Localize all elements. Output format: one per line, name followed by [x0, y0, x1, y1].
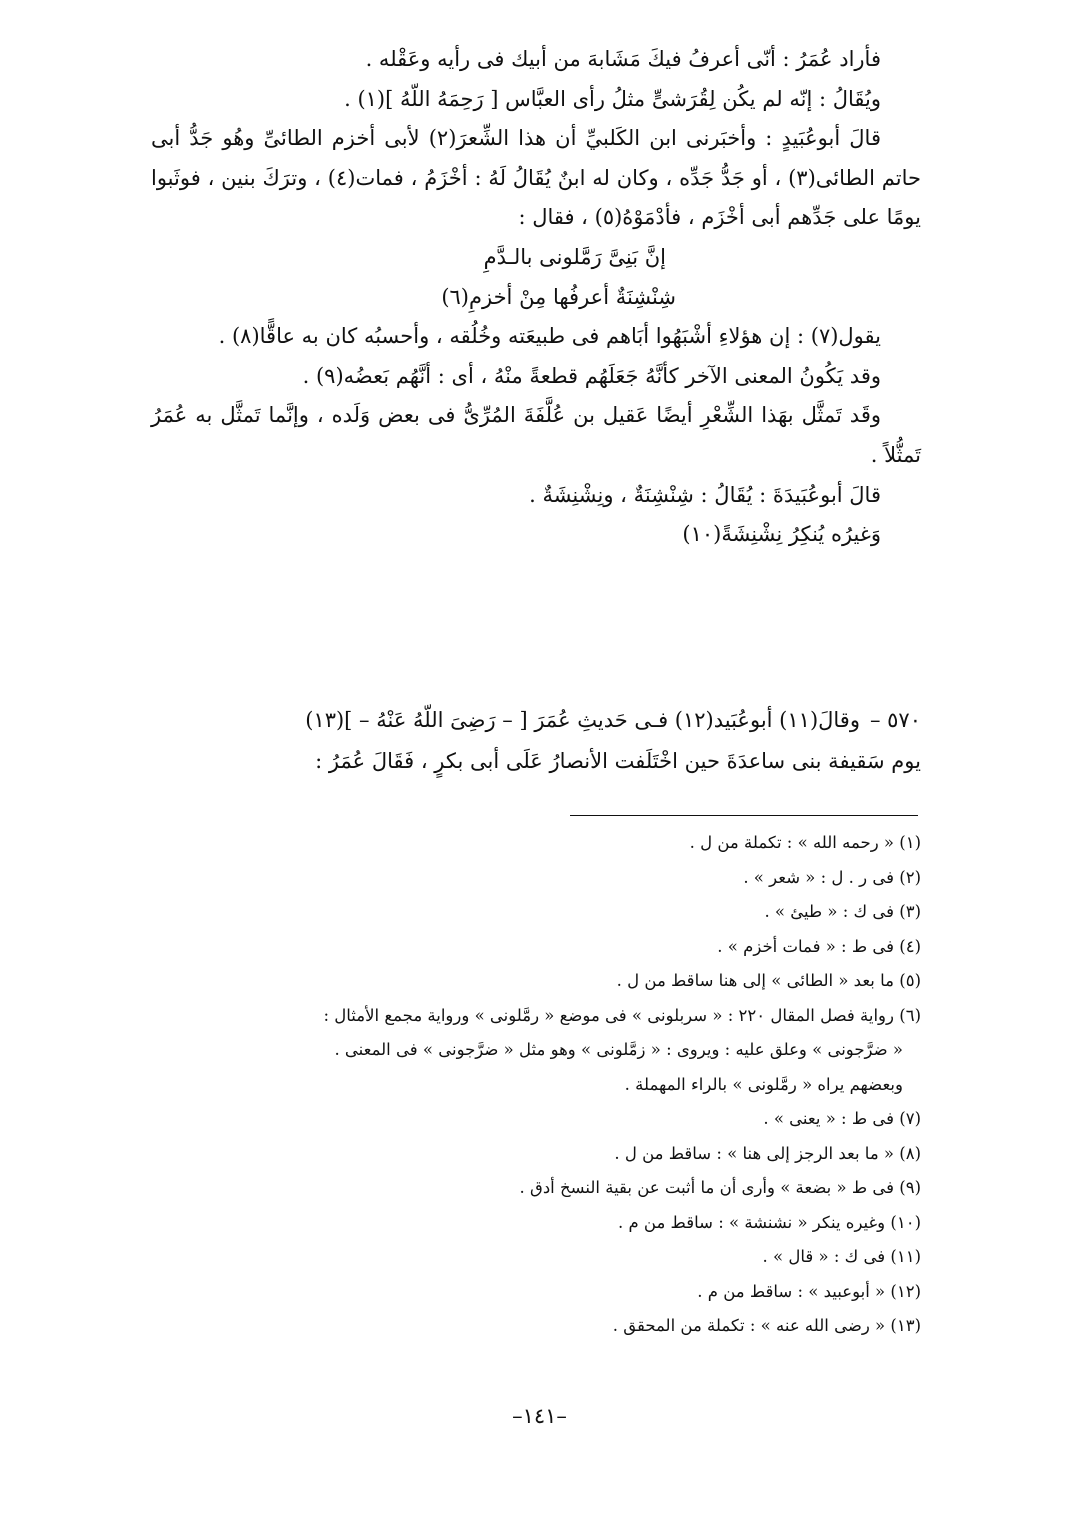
footnote-continuation: « ضرَّجونى » وعلق عليه : ويروى : « زمَّلونى » وهو مثل « ضرَّجونى » فى المعنى .	[334, 1040, 903, 1059]
footnote: (١٣) « رضى الله عنه » : تكملة من المحقق .	[612, 1316, 921, 1335]
page-number: –١٤١–	[512, 1404, 567, 1428]
footnote: (١٢) « أبوعبيد » : ساقط من م .	[697, 1281, 921, 1301]
paragraph: وقَد تَمثَّل بهَذا الشِّعْرِ أيضًا عَقيل بن عُلَّفَةَ المُرِّىُّ فى بعض وَلَده ، وإنَّما تَمثَّل به عُمَرُ تَمثُّلاً .	[151, 403, 921, 467]
item-570-line	[151, 701, 921, 740]
paragraph: فأراد عُمَرُ : أنّى أعرفُ فيكَ مَشَابهَ من أبيك فى رأيه وعَقْله .	[365, 47, 881, 71]
paragraph: يقول(٧) : إن هؤلاءِ أشْبَهُوا أبَاهم فى طبيعَته وخُلُقه ، وأحسبُه كان به عاقًّا(٨) .	[218, 324, 881, 349]
paragraph: وقد يَكُونُ المعنى الآخر كأنَّهُ جَعَلَهُم قطعةً منْهُ ، أى : أنَّهُم بَعضُه(٩) .	[302, 363, 881, 388]
main-text	[151, 40, 921, 555]
footnote: (٣) فى ك : « طيئ » .	[764, 902, 921, 921]
item-570-line-2: يوم سَقيفة بنى ساعدَةَ حين اخْتَلَفت الأنصارُ عَلَى أبى بكرٍ ، فَقَالَ عُمَرُ :	[315, 749, 921, 773]
item-number: ٥٧٠ –	[869, 708, 921, 732]
footnote: (٩) فى ط « بضعة » وأرى أن ما أثبت عن بقية النسخ أدق .	[519, 1178, 921, 1197]
footnote: (١١) فى ك : « قال » .	[762, 1247, 921, 1266]
footnote: (١) « رحمه الله » : تكملة من ل .	[689, 833, 921, 852]
footnote: (٨) « ما بعد الرجز إلى هنا » : ساقط من ل .	[614, 1143, 921, 1163]
footnote: (٦) رواية فصل المقال ٢٢٠ : « سربلونى » فى موضع « رمَّلونى » ورواية مجمع الأمثال :	[323, 1005, 921, 1025]
footnote: (١٠) وغيره ينكر « نشنشة » : ساقط من م .	[617, 1212, 921, 1232]
paragraph: قالَ أبوعُبَيدَةَ : يُقَالُ : شِنْشِنَةٌ ، ونِشْنِشَةٌ .	[529, 482, 881, 507]
footnote-divider	[570, 815, 918, 816]
footnote: (٧) فى ط : « يعنى » .	[763, 1109, 921, 1128]
verse-line: شِنْشِنَةٌ أعرفُها مِنْ أخزمِ(٦)	[441, 284, 676, 309]
footnote: (٢) فى ر . ل : « شعر » .	[743, 867, 921, 887]
footnote: (٤) فى ط : « فمات أخزم » .	[717, 936, 921, 956]
item-text: وقالَ(١١) أبوعُبَيد(١٢) فـى حَديثِ عُمَرَ [ – رَضِىَ اللّهُ عَنْهُ – ](١٣)	[305, 708, 860, 732]
footnotes	[151, 826, 921, 1344]
verse-line: إنَّ بَنِىَّ رَمَّلونى بالـدَّمِ	[483, 244, 666, 269]
footnote: (٥) ما بعد « الطائى » إلى هنا ساقط من ل .	[616, 971, 921, 990]
paragraph: ويُقَالُ : إنّه لم يكُن لِقُرَشىٍّ مثلُ رأى العبَّاس [ رَحِمَهُ اللّهُ ](١) .	[344, 86, 881, 111]
paragraph: قالَ أبوعُبَيدٍ : وأخبَرنى ابن الكَلبيِّ أن هذا الشِّعرَ(٢) لأبى أخزم الطائىِّ وهُو جَدُّ أبى حاتم الطائى(٣) ، أو جَدُّ جَدِّه ، وكان له ابنٌ يُقَالُ لَهُ : أخْزَمُ ، فمات(٤) ، وترَكَ بنين ، فوثَبوا يومًا على جَدِّهم أبى أخْزَم ، فأدْمَوْهُ(٥) ، فقال :	[151, 126, 921, 230]
footnote-continuation: وبعضهم يراه « رمَّلونى » بالراء المهملة .	[624, 1074, 903, 1094]
paragraph: وَغيرُه يُنكِرُ نِشْنِشَةً(١٠)	[682, 522, 881, 547]
